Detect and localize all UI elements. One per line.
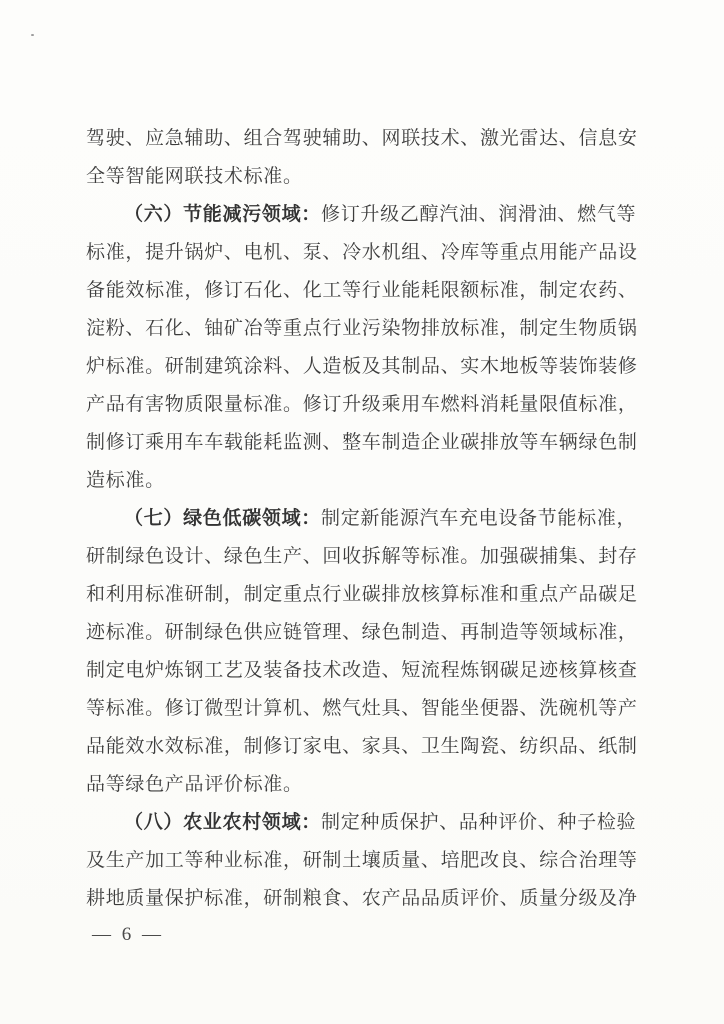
text-line	[86, 500, 640, 538]
text-line	[86, 120, 640, 158]
text-line	[86, 538, 640, 576]
body-text: 炉标准。研制建筑涂料、人造板及其制品、实木地板等装饰装修	[86, 356, 638, 377]
text-line	[86, 158, 640, 196]
text-line	[86, 310, 640, 348]
text-line	[86, 652, 640, 690]
body-text: 和利用标准研制，制定重点行业碳排放核算标准和重点产品碳足	[86, 584, 638, 605]
body-text: 标准，提升锅炉、电机、泵、冷水机组、冷库等重点用能产品设	[86, 242, 638, 263]
text-line	[86, 196, 640, 234]
section-heading: （八）农业农村领域：	[124, 812, 322, 833]
section-heading: （七）绿色低碳领域：	[124, 508, 322, 529]
text-line	[86, 386, 640, 424]
text-line	[86, 462, 640, 500]
body-text: 制定电炉炼钢工艺及装备技术改造、短流程炼钢碳足迹核算核查	[86, 660, 638, 681]
document-text	[86, 120, 640, 918]
text-line	[86, 234, 640, 272]
body-text: 备能效标准，修订石化、化工等行业能耗限额标准，制定农药、	[86, 280, 638, 301]
body-text: 淀粉、石化、铀矿冶等重点行业污染物排放标准，制定生物质锅	[86, 318, 638, 339]
text-line	[86, 766, 640, 804]
body-text: 造标准。	[86, 470, 165, 491]
body-text: 品能效水效标准，制修订家电、家具、卫生陶瓷、纺织品、纸制	[86, 736, 638, 757]
body-text: 制定种质保护、品种评价、种子检验	[321, 812, 637, 833]
body-text: 全等智能网联技术标准。	[86, 166, 303, 187]
scan-speck	[31, 34, 34, 36]
page-number: — 6 —	[92, 924, 164, 945]
text-line	[86, 842, 640, 880]
section-heading: （六）节能减污领域：	[124, 204, 322, 225]
body-text: 制修订乘用车车载能耗监测、整车制造企业碳排放等车辆绿色制	[86, 432, 638, 453]
text-line	[86, 880, 640, 918]
body-text: 耕地质量保护标准，研制粮食、农产品品质评价、质量分级及净	[86, 888, 638, 909]
body-text: 迹标准。研制绿色供应链管理、绿色制造、再制造等领域标准，	[86, 622, 638, 643]
body-text: 制定新能源汽车充电设备节能标准，	[321, 508, 637, 529]
text-line	[86, 614, 640, 652]
text-line	[86, 576, 640, 614]
text-line	[86, 272, 640, 310]
body-text: 品等绿色产品评价标准。	[86, 774, 303, 795]
text-line	[86, 728, 640, 766]
body-text: 驾驶、应急辅助、组合驾驶辅助、网联技术、激光雷达、信息安	[86, 128, 638, 149]
body-text: 研制绿色设计、绿色生产、回收拆解等标准。加强碳捕集、封存	[86, 546, 638, 567]
text-line	[86, 348, 640, 386]
text-line	[86, 804, 640, 842]
body-text: 等标准。修订微型计算机、燃气灶具、智能坐便器、洗碗机等产	[86, 698, 638, 719]
body-text: 产品有害物质限量标准。修订升级乘用车燃料消耗量限值标准，	[86, 394, 638, 415]
body-text: 修订升级乙醇汽油、润滑油、燃气等	[321, 204, 637, 225]
body-text: 及生产加工等种业标准，研制土壤质量、培肥改良、综合治理等	[86, 850, 638, 871]
text-line	[86, 424, 640, 462]
text-line	[86, 690, 640, 728]
